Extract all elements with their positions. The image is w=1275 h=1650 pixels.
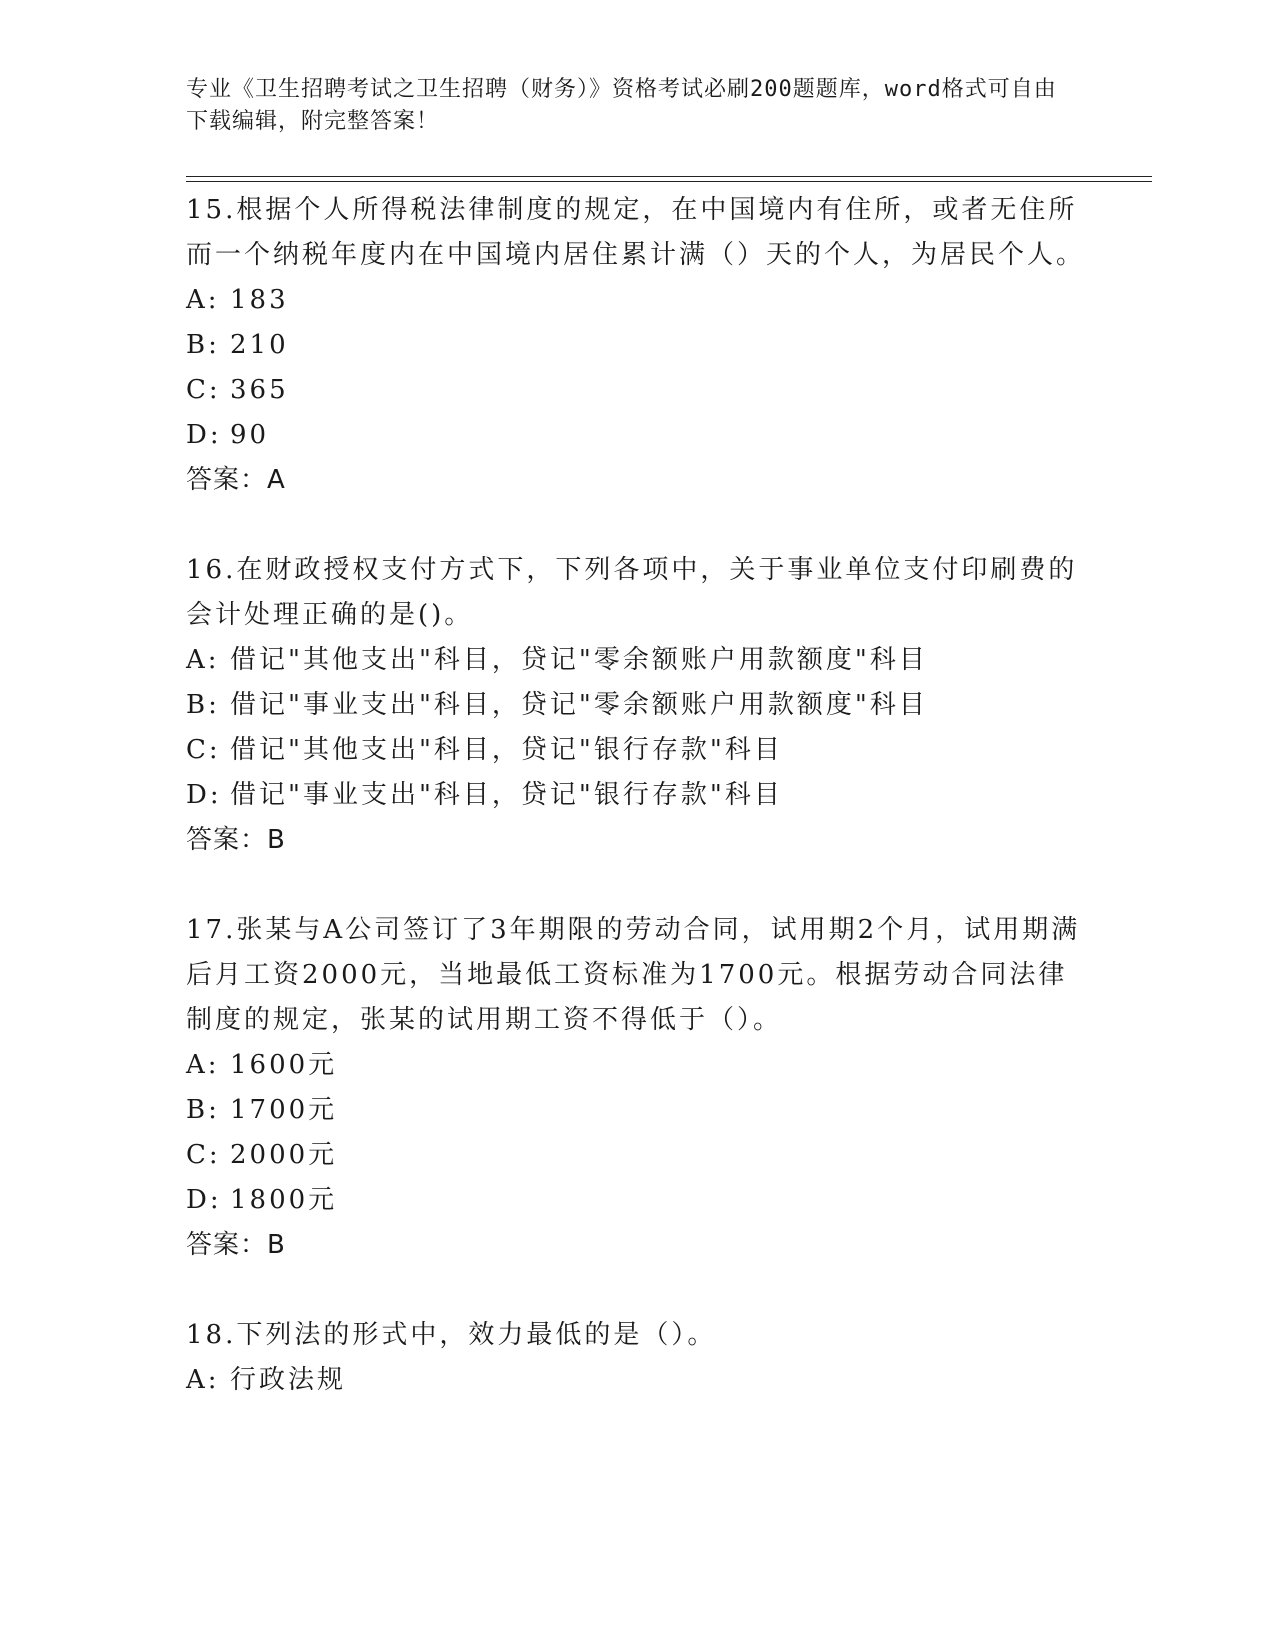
- option-key: D:: [186, 780, 222, 810]
- question-15: [186, 188, 1086, 503]
- question-stem: 15.根据个人所得税法律制度的规定，在中国境内有住所，或者无住所而一个纳税年度内在中国境内居住累计满（）天的个人，为居民个人。: [186, 195, 1086, 270]
- option-text: 90: [230, 420, 270, 450]
- option-d: [186, 413, 1086, 458]
- option-key: A:: [186, 285, 220, 315]
- option-text: 183: [230, 285, 289, 315]
- question-17: [186, 908, 1086, 1268]
- option-key: B:: [186, 690, 220, 720]
- option-key: A:: [186, 1050, 220, 1080]
- option-text: 行政法规: [230, 1365, 347, 1395]
- option-key: B:: [186, 1095, 220, 1125]
- option-text: 2000元: [230, 1140, 338, 1170]
- option-a: [186, 1358, 1086, 1403]
- option-text: 210: [230, 330, 289, 360]
- option-d: [186, 773, 1086, 818]
- option-key: D:: [186, 1185, 222, 1215]
- question-18: [186, 1313, 1086, 1403]
- answer-line: [186, 458, 1086, 503]
- option-b: [186, 1088, 1086, 1133]
- option-text: 1700元: [230, 1095, 338, 1125]
- option-key: A:: [186, 645, 220, 675]
- answer-line: [186, 1223, 1086, 1268]
- question-list: [186, 188, 1086, 1448]
- option-text: 借记"其他支出"科目，贷记"银行存款"科目: [230, 735, 783, 765]
- option-key: B:: [186, 330, 220, 360]
- option-key: C:: [186, 735, 221, 765]
- option-text: 借记"事业支出"科目，贷记"银行存款"科目: [230, 780, 783, 810]
- document-header: [186, 74, 1066, 138]
- header-divider-top: [186, 176, 1152, 177]
- option-c: [186, 368, 1086, 413]
- answer-prefix: 答案：: [186, 465, 268, 495]
- option-text: 1600元: [230, 1050, 338, 1080]
- option-b: [186, 683, 1086, 728]
- option-a: [186, 1043, 1086, 1088]
- answer-prefix: 答案：: [186, 1230, 268, 1260]
- option-text: 借记"其他支出"科目，贷记"零余额账户用款额度"科目: [230, 645, 928, 675]
- option-key: C:: [186, 375, 221, 405]
- answer-value: A: [267, 465, 286, 495]
- question-stem: 17.张某与A公司签订了3年期限的劳动合同，试用期2个月，试用期满后月工资2000元，当地最低工资标准为1700元。根据劳动合同法律制度的规定，张某的试用期工资不得低于（）。: [186, 915, 1081, 1035]
- option-d: [186, 1178, 1086, 1223]
- option-a: [186, 638, 1086, 683]
- option-text: 借记"事业支出"科目，贷记"零余额账户用款额度"科目: [230, 690, 928, 720]
- option-key: C:: [186, 1140, 221, 1170]
- header-divider-bottom: [186, 181, 1152, 182]
- question-stem: 16.在财政授权支付方式下，下列各项中，关于事业单位支付印刷费的会计处理正确的是()。: [186, 555, 1078, 630]
- option-a: [186, 278, 1086, 323]
- option-text: 365: [230, 375, 289, 405]
- option-c: [186, 728, 1086, 773]
- answer-prefix: 答案：: [186, 825, 268, 855]
- option-c: [186, 1133, 1086, 1178]
- option-key: A:: [186, 1365, 220, 1395]
- answer-value: B: [267, 1230, 286, 1260]
- answer-line: [186, 818, 1086, 863]
- option-key: D:: [186, 420, 222, 450]
- question-16: [186, 548, 1086, 863]
- header-text: 专业《卫生招聘考试之卫生招聘（财务）》资格考试必刷200题题库，word格式可自由下载编辑，附完整答案！: [186, 77, 1057, 134]
- question-stem: 18.下列法的形式中，效力最低的是（）。: [186, 1320, 717, 1350]
- option-b: [186, 323, 1086, 368]
- answer-value: B: [267, 825, 286, 855]
- option-text: 1800元: [230, 1185, 338, 1215]
